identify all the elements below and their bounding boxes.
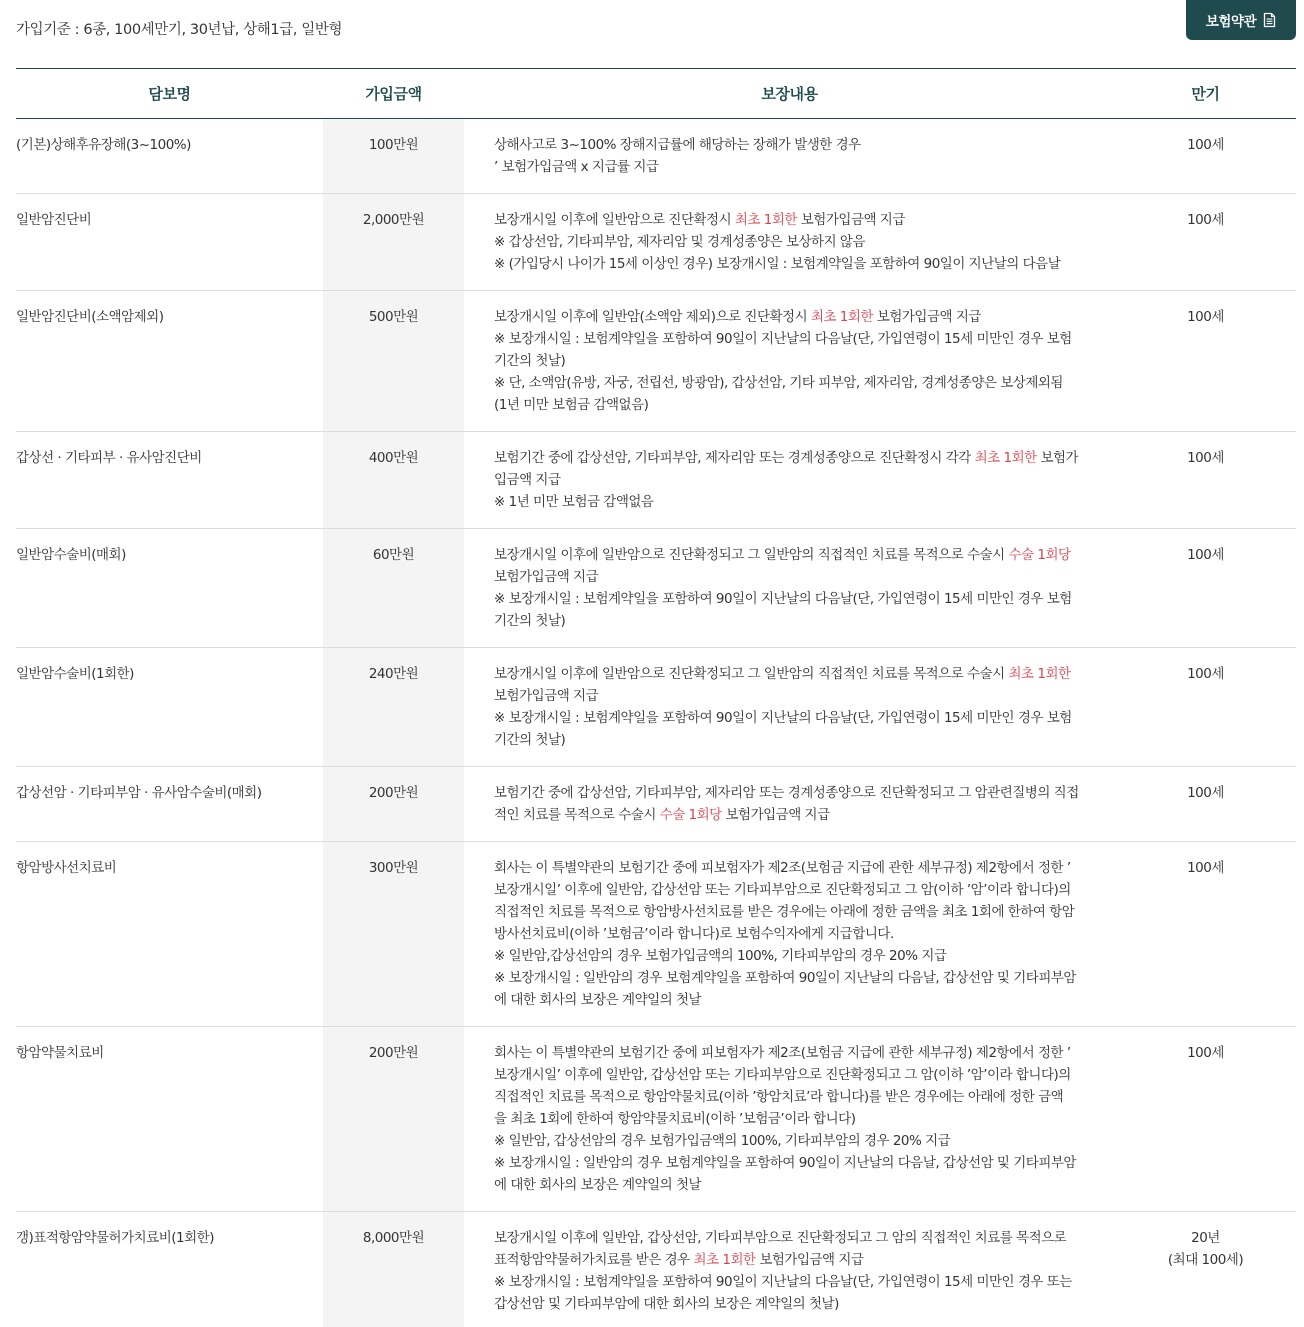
term-text: 100세 [1187, 212, 1224, 228]
detail-line [494, 1064, 1103, 1086]
detail-line [494, 923, 1103, 945]
detail-text: ’ 보험가입금액 x 지급률 지급 [494, 159, 659, 175]
table-body [16, 119, 1296, 1327]
coverage-amount: 200만원 [323, 1027, 464, 1211]
table-row [16, 291, 1296, 432]
coverage-term [1115, 1212, 1296, 1327]
table-row [16, 432, 1296, 529]
insurance-terms-button[interactable] [1186, 0, 1296, 40]
coverage-details [464, 1027, 1115, 1211]
term-text: 100세 [1187, 309, 1224, 325]
detail-line [494, 1174, 1103, 1196]
table-row [16, 119, 1296, 194]
coverage-table [16, 68, 1296, 1327]
term-text: 100세 [1187, 860, 1224, 876]
detail-line [494, 156, 1103, 178]
coverage-term [1115, 842, 1296, 1026]
detail-line [494, 394, 1103, 416]
coverage-details [464, 194, 1115, 290]
detail-line [494, 663, 1103, 685]
detail-line [494, 209, 1103, 231]
coverage-details [464, 1212, 1115, 1327]
table-row [16, 194, 1296, 291]
coverage-amount: 60만원 [323, 529, 464, 647]
coverage-term [1115, 529, 1296, 647]
detail-text: ※ 보장개시일 : 보험계약일을 포함하여 90일이 지난날의 다음날(단, 가입연령이 15세 미만인 경우 보험 [494, 710, 1072, 726]
detail-text: 기간의 첫날) [494, 613, 566, 629]
coverage-name: 일반암진단비(소액암제외) [16, 309, 164, 325]
detail-text: 보장개시일’ 이후에 일반암, 갑상선암 또는 기타피부암으로 진단확정되고 그 암(이하 ’암’이라 합니다)의 [494, 882, 1071, 898]
header-term: 만기 [1191, 85, 1220, 103]
coverage-name: 일반암수술비(1회한) [16, 666, 134, 682]
detail-line [494, 491, 1103, 513]
detail-text: 입금액 지급 [494, 472, 561, 488]
coverage-name: 일반암수술비(매회) [16, 547, 126, 563]
detail-line [494, 610, 1103, 632]
detail-line [494, 901, 1103, 923]
detail-line [494, 1042, 1103, 1064]
coverage-amount: 500만원 [323, 291, 464, 431]
detail-text: 에 대한 회사의 보장은 계약일의 첫날 [494, 1177, 702, 1193]
coverage-term [1115, 767, 1296, 841]
detail-text: 보장개시일 이후에 일반암으로 진단확정되고 그 일반암의 직접적인 치료를 목적으로 수술시 [494, 547, 1009, 563]
highlight-text: 수술 1회당 [1008, 547, 1071, 563]
table-row [16, 767, 1296, 842]
term-text: 100세 [1187, 450, 1224, 466]
detail-line [494, 1271, 1103, 1293]
detail-text: 보험가입금액 지급 [755, 1252, 864, 1268]
detail-text: 상해사고로 3~100% 장해지급률에 해당하는 장해가 발생한 경우 [494, 137, 861, 153]
detail-line [494, 1130, 1103, 1152]
detail-text: 회사는 이 특별약관의 보험기간 중에 피보험자가 제2조(보험금 지급에 관한 세부규정) 제2항에서 정한 ’ [494, 860, 1071, 876]
coverage-name: 항암약물치료비 [16, 1045, 104, 1061]
detail-text: 보험기간 중에 갑상선암, 기타피부암, 제자리암 또는 경계성종양으로 진단확정되고 그 암관련질병의 직접 [494, 785, 1079, 801]
term-text: 100세 [1187, 547, 1224, 563]
coverage-amount: 300만원 [323, 842, 464, 1026]
detail-text: ※ 보장개시일 : 보험계약일을 포함하여 90일이 지난날의 다음날(단, 가입연령이 15세 미만인 경우 보험 [494, 591, 1072, 607]
detail-text: 기간의 첫날) [494, 732, 566, 748]
detail-text: ※ (가입당시 나이가 15세 이상인 경우) 보장개시일 : 보험계약일을 포함하여 90일이 지난날의 다음날 [494, 256, 1061, 272]
coverage-name: 일반암진단비 [16, 212, 92, 228]
coverage-term [1115, 119, 1296, 193]
detail-line [494, 328, 1103, 350]
detail-line [494, 372, 1103, 394]
detail-line [494, 1108, 1103, 1130]
header-coverage-name: 담보명 [148, 85, 191, 103]
detail-text: 방사선치료비(이하 ’보험금’이라 합니다)로 보험수익자에게 지급합니다. [494, 926, 894, 942]
term-text: (최대 100세) [1167, 1252, 1244, 1268]
coverage-amount: 240만원 [323, 648, 464, 766]
detail-line [494, 857, 1103, 879]
detail-line [494, 729, 1103, 751]
header-coverage-details: 보장내용 [761, 85, 818, 103]
detail-line [494, 1249, 1103, 1271]
detail-line [494, 782, 1103, 804]
highlight-text: 최초 1회한 [734, 212, 797, 228]
table-row [16, 1212, 1296, 1327]
detail-text: 보장개시일 이후에 일반암, 갑상선암, 기타피부암으로 진단확정되고 그 암의 직접적인 치료를 목적으로 [494, 1230, 1067, 1246]
table-row [16, 842, 1296, 1027]
highlight-text: 수술 1회당 [659, 807, 722, 823]
coverage-term [1115, 291, 1296, 431]
table-row [16, 529, 1296, 648]
coverage-details [464, 432, 1115, 528]
term-text: 20년 [1191, 1230, 1220, 1246]
detail-text: 보장개시일 이후에 일반암(소액암 제외)으로 진단확정시 [494, 309, 811, 325]
detail-line [494, 447, 1103, 469]
detail-line [494, 306, 1103, 328]
detail-line [494, 231, 1103, 253]
coverage-amount: 100만원 [323, 119, 464, 193]
detail-text: ※ 보장개시일 : 일반암의 경우 보험계약일을 포함하여 90일이 지난날의 다음날, 갑상선암 및 기타피부암 [494, 1155, 1076, 1171]
detail-text: ※ 갑상선암, 기타피부암, 제자리암 및 경계성종양은 보상하지 않음 [494, 234, 865, 250]
detail-line [494, 1293, 1103, 1315]
coverage-details [464, 842, 1115, 1026]
insurance-terms-label: 보험약관 [1205, 14, 1257, 30]
coverage-name: (기본)상해후유장해(3~100%) [16, 137, 191, 153]
detail-line [494, 134, 1103, 156]
coverage-name: 갑상선 · 기타피부 · 유사암진단비 [16, 450, 202, 466]
detail-text: 보험기간 중에 갑상선암, 기타피부암, 제자리암 또는 경계성종양으로 진단확정시 각각 [494, 450, 975, 466]
detail-line [494, 566, 1103, 588]
detail-text: 직접적인 치료를 목적으로 항암약물치료(이하 ’항암치료’라 합니다)를 받은 경우에는 아래에 정한 금액 [494, 1089, 1064, 1105]
coverage-term [1115, 432, 1296, 528]
coverage-amount: 400만원 [323, 432, 464, 528]
detail-text: 보험가입금액 지급 [721, 807, 830, 823]
enrollment-criteria: 가입기준 : 6종, 100세만기, 30년납, 상해1급, 일반형 [16, 22, 343, 38]
coverage-amount: 2,000만원 [323, 194, 464, 290]
table-row [16, 1027, 1296, 1212]
coverage-amount: 8,000만원 [323, 1212, 464, 1327]
detail-text: 보험가입금액 지급 [872, 309, 981, 325]
detail-line [494, 685, 1103, 707]
detail-text: 보장개시일 이후에 일반암으로 진단확정되고 그 일반암의 직접적인 치료를 목적으로 수술시 [494, 666, 1009, 682]
term-text: 100세 [1187, 785, 1224, 801]
detail-line [494, 1086, 1103, 1108]
detail-text: ※ 보장개시일 : 일반암의 경우 보험계약일을 포함하여 90일이 지난날의 다음날, 갑상선암 및 기타피부암 [494, 970, 1076, 986]
detail-text: ※ 일반암,갑상선암의 경우 보험가입금액의 100%, 기타피부암의 경우 20% 지급 [494, 948, 947, 964]
header-amount: 가입금액 [365, 85, 422, 103]
detail-line [494, 879, 1103, 901]
coverage-term [1115, 1027, 1296, 1211]
coverage-details [464, 767, 1115, 841]
term-text: 100세 [1187, 1045, 1224, 1061]
coverage-name: 갱)표적항암약물허가치료비(1회한) [16, 1230, 214, 1246]
detail-line [494, 945, 1103, 967]
coverage-name: 갑상선암 · 기타피부암 · 유사암수술비(매회) [16, 785, 262, 801]
detail-line [494, 350, 1103, 372]
detail-line [494, 469, 1103, 491]
detail-text: 에 대한 회사의 보장은 계약일의 첫날 [494, 992, 702, 1008]
term-text: 100세 [1187, 666, 1224, 682]
detail-text: 보험가입금액 지급 [494, 569, 599, 585]
detail-text: ※ 보장개시일 : 보험계약일을 포함하여 90일이 지난날의 다음날(단, 가입연령이 15세 미만인 경우 보험 [494, 331, 1072, 347]
detail-text: 보험가입금액 지급 [796, 212, 905, 228]
detail-text: ※ 단, 소액암(유방, 자궁, 전립선, 방광암), 갑상선암, 기타 피부암, 제자리암, 경계성종양은 보상제외됨 [494, 375, 1063, 391]
highlight-text: 최초 1회한 [810, 309, 873, 325]
detail-line [494, 1152, 1103, 1174]
coverage-name: 항암방사선치료비 [16, 860, 117, 876]
detail-text: 을 최초 1회에 한하여 항암약물치료비(이하 ’보험금’이라 합니다) [494, 1111, 856, 1127]
detail-text: 보장개시일’ 이후에 일반암, 갑상선암 또는 기타피부암으로 진단확정되고 그 암(이하 ’암’이라 합니다)의 [494, 1067, 1071, 1083]
coverage-term [1115, 648, 1296, 766]
detail-line [494, 967, 1103, 989]
document-icon [1263, 12, 1276, 28]
coverage-details [464, 648, 1115, 766]
table-header [16, 69, 1296, 119]
detail-line [494, 989, 1103, 1011]
coverage-details [464, 119, 1115, 193]
detail-text: 보장개시일 이후에 일반암으로 진단확정시 [494, 212, 735, 228]
highlight-text: 최초 1회한 [974, 450, 1037, 466]
detail-text: ※ 일반암, 갑상선암의 경우 보험가입금액의 100%, 기타피부암의 경우 20% 지급 [494, 1133, 951, 1149]
detail-line [494, 253, 1103, 275]
detail-line [494, 804, 1103, 826]
detail-text: 기간의 첫날) [494, 353, 566, 369]
detail-line [494, 588, 1103, 610]
detail-text: 적인 치료를 목적으로 수술시 [494, 807, 660, 823]
table-row [16, 648, 1296, 767]
detail-text: ※ 보장개시일 : 보험계약일을 포함하여 90일이 지난날의 다음날(단, 가입연령이 15세 미만인 경우 또는 [494, 1274, 1072, 1290]
detail-text: 갑상선암 및 기타피부암에 대한 회사의 보장은 계약일의 첫날) [494, 1296, 839, 1312]
coverage-term [1115, 194, 1296, 290]
detail-text: 표적항암약물허가치료를 받은 경우 [494, 1252, 694, 1268]
highlight-text: 최초 1회한 [1008, 666, 1071, 682]
detail-text: ※ 1년 미만 보험금 감액없음 [494, 494, 654, 510]
coverage-details [464, 291, 1115, 431]
detail-text: 직접적인 치료를 목적으로 항암방사선치료를 받은 경우에는 아래에 정한 금액을 최초 1회에 한하여 항암 [494, 904, 1075, 920]
detail-line [494, 707, 1103, 729]
detail-text: (1년 미만 보험금 감액없음) [494, 397, 649, 413]
coverage-amount: 200만원 [323, 767, 464, 841]
highlight-text: 최초 1회한 [693, 1252, 756, 1268]
detail-line [494, 1227, 1103, 1249]
detail-text: 회사는 이 특별약관의 보험기간 중에 피보험자가 제2조(보험금 지급에 관한 세부규정) 제2항에서 정한 ’ [494, 1045, 1071, 1061]
coverage-details [464, 529, 1115, 647]
detail-text: 보험가 [1036, 450, 1079, 466]
detail-line [494, 544, 1103, 566]
term-text: 100세 [1187, 137, 1224, 153]
detail-text: 보험가입금액 지급 [494, 688, 599, 704]
